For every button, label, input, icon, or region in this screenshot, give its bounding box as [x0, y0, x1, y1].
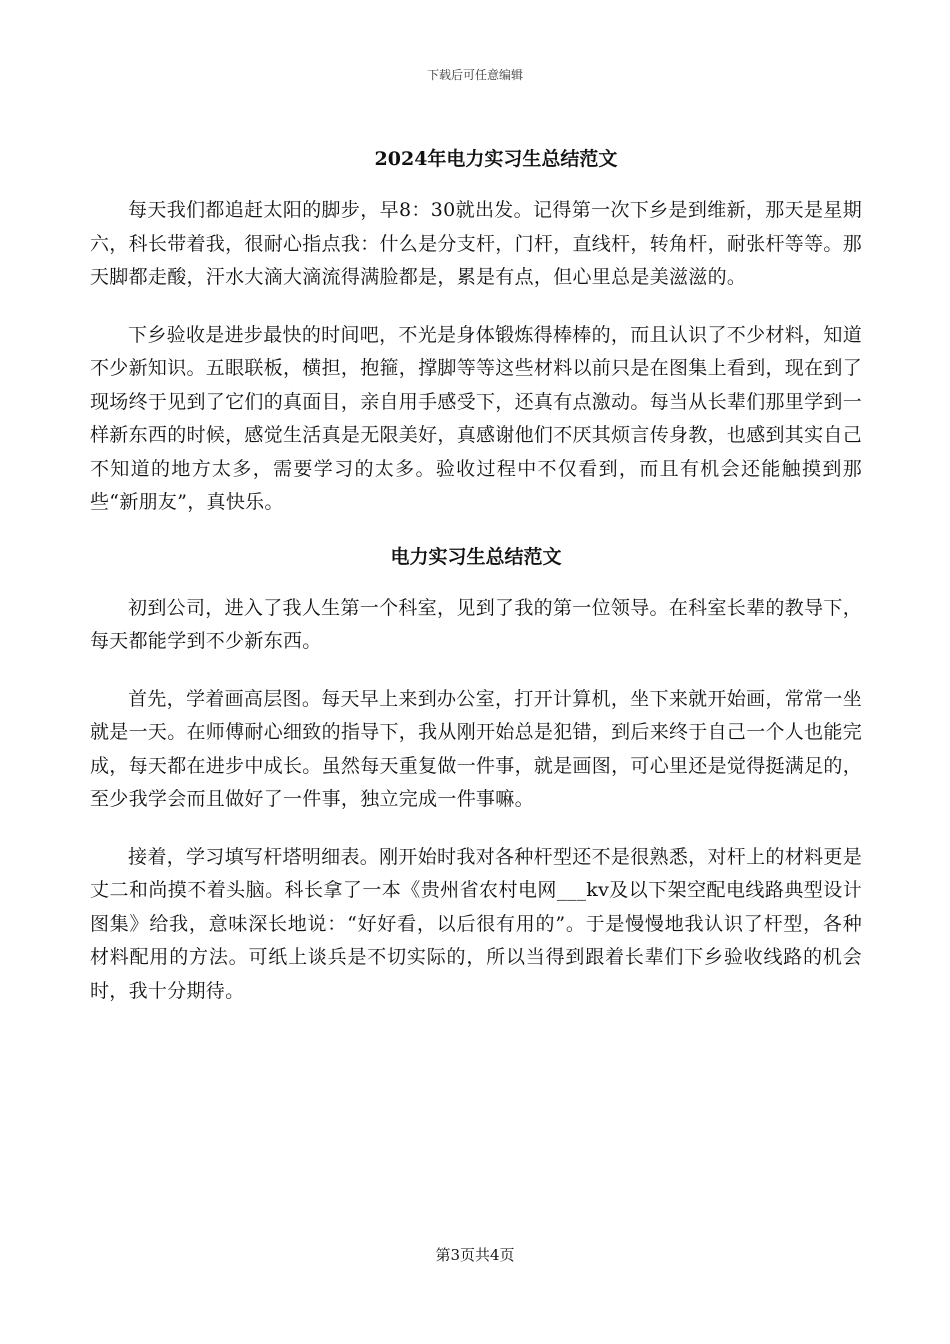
- page-number: 第3页共4页: [435, 1246, 515, 1264]
- document-body: [90, 140, 862, 1008]
- section-title-main: 2024年电力实习生总结范文: [374, 148, 618, 170]
- paragraph: 接着，学习填写杆塔明细表。刚开始时我对各种杆型还不是很熟悉，对杆上的材料更是丈二和尚摸不着头脑。科长拿了一本《贵州省农村电网___kv及以下架空配电线路典型设计图集》给我，意味深长地说：“好好看，以后很有用的”。于是慢慢地我认识了杆型，各种材料配用的方法。可纸上谈兵是不切实际的，所以当得到跟着长辈们下乡验收线路的机会时，我十分期待。: [90, 845, 862, 1002]
- header-note: 下载后可任意编辑: [426, 68, 523, 82]
- paragraph: 每天我们都追赶太阳的脚步，早8：30就出发。记得第一次下乡是到维新，那天是星期六，科长带着我，很耐心指点我：什么是分支杆，门杆，直线杆，转角杆，耐张杆等等。那天脚都走酸，汗水大滴大滴流得满脸都是，累是有点，但心里总是美滋滋的。: [90, 199, 863, 288]
- paragraph: 首先，学着画高层图。每天早上来到办公室，打开计算机，坐下来就开始画，常常一坐就是一天。在师傅耐心细致的指导下，我从刚开始总是犯错，到后来终于自己一个人也能完成，每天都在进步中成长。虽然每天重复做一件事，就是画图，可心里还是觉得挺满足的，至少我学会而且做好了一件事，独立完成一件事嘛。: [90, 687, 863, 810]
- section-title-secondary: 电力实习生总结范文: [390, 545, 562, 568]
- paragraph: 下乡验收是进步最快的时间吧，不光是身体锻炼得棒棒的，而且认识了不少材料，知道不少新知识。五眼联板，横担，抱箍，撑脚等等这些材料以前只是在图集上看到，现在到了现场终于见到了它们的真面目，亲自用手感受下，还真有点激动。每当从长辈们那里学到一样新东西的时候，感觉生活真是无限美好，真感谢他们不厌其烦言传身教，也感到其实自己不知道的地方太多，需要学习的太多。验收过程中不仅看到，而且有机会还能触摸到那些“新朋友”，真快乐。: [90, 323, 863, 513]
- paragraph: 初到公司，进入了我人生第一个科室，见到了我的第一位领导。在科室长辈的教导下，每天都能学到不少新东西。: [90, 596, 862, 652]
